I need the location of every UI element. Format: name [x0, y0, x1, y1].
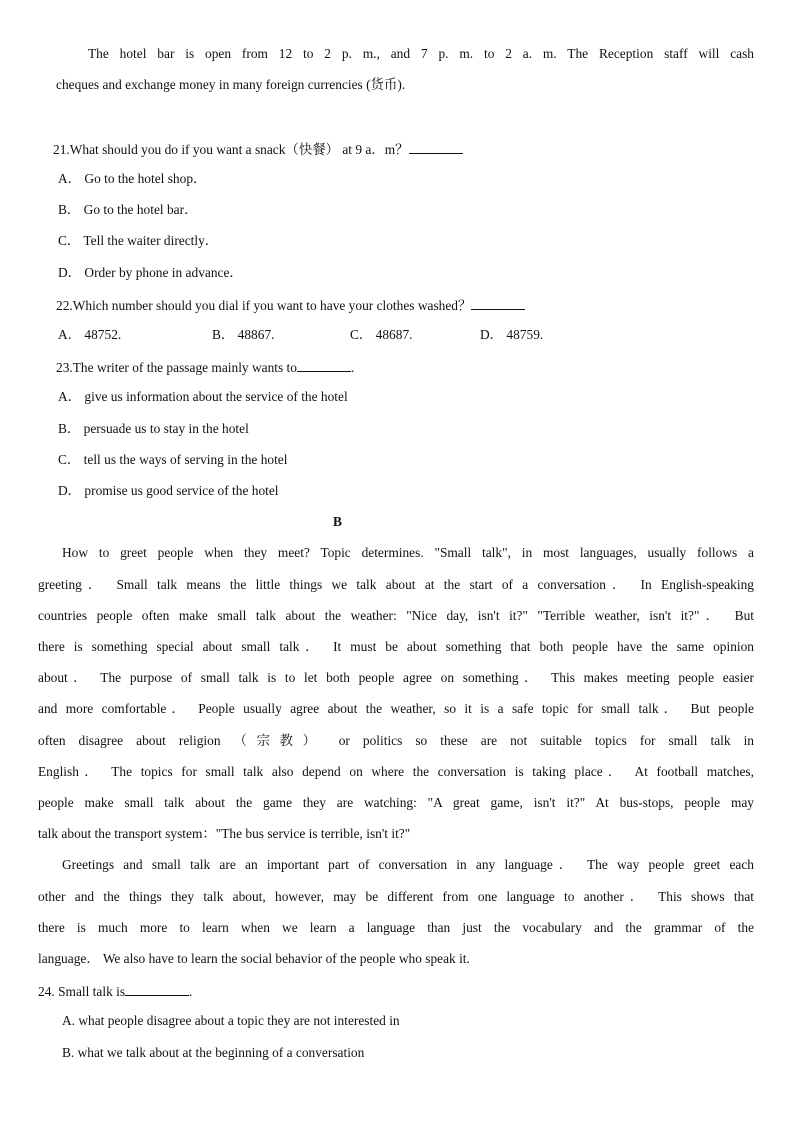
answer-blank	[471, 297, 525, 310]
question-24-stem-end: .	[189, 984, 193, 999]
q21-option-a: A． Go to the hotel shop．	[58, 171, 207, 186]
question-22	[56, 297, 525, 312]
q21-option-b: B． Go to the hotel bar．	[58, 202, 198, 217]
para2-line: there is much more to learn when we learn a language than just the vocabulary and the grammar of the	[38, 920, 754, 935]
para1-line: talk about the transport system："The bus service is terrible, isn't it?"	[38, 826, 411, 841]
q23-option-a: A． give us information about the service of the hotel	[58, 389, 348, 404]
q21-option-c: C． Tell the waiter directly．	[58, 233, 219, 248]
answer-blank	[125, 983, 189, 996]
para2-line: Greetings and small talk are an important part of conversation in any language． The way people greet each	[62, 857, 754, 872]
answer-blank	[409, 141, 463, 154]
question-24-stem: 24. Small talk is	[38, 984, 126, 999]
para1-line: greeting． Small talk means the little things we talk about at the start of a conversation． In English-speaking	[38, 577, 754, 592]
q24-option-b: B. what we talk about at the beginning of a conversation	[62, 1045, 365, 1060]
question-21	[53, 141, 463, 156]
question-23-stem: 23.The writer of the passage mainly wants to	[56, 360, 297, 375]
para1-line: countries people often make small talk about the weather: "Nice day, isn't it?" "Terrible weather, isn't it?"． But	[38, 608, 754, 623]
q21-option-d: D． Order by phone in advance．	[58, 265, 243, 280]
intro-line-2: cheques and exchange money in many foreign currencies (货币).	[56, 77, 406, 92]
para1-line: and more comfortable． People usually agree about the weather, so it is a safe topic for small talk． But people	[38, 701, 754, 716]
para1-line: English． The topics for small talk also depend on where the conversation is taking place． At football matches,	[38, 764, 754, 779]
para1-line: there is something special about small talk． It must be about something that both people have the same opinion	[38, 639, 754, 654]
question-23	[56, 359, 354, 374]
question-22-stem: 22.Which number should you dial if you want to have your clothes washed？	[56, 298, 472, 313]
question-24	[38, 983, 192, 998]
q23-option-b: B． persuade us to stay in the hotel	[58, 421, 249, 436]
q22-option-b: B． 48867.	[212, 327, 275, 342]
q22-option-c: C． 48687.	[350, 327, 413, 342]
para1-line: people make small talk about the game they are watching: "A great game, isn't it?" At bus-stops, people may	[38, 795, 754, 810]
q22-option-a: A． 48752.	[58, 327, 122, 342]
para2-line: other and the things they talk about, however, may be different from one language to another． This shows that	[38, 889, 754, 904]
intro-line-1: The hotel bar is open from 12 to 2 p. m., and 7 p. m. to 2 a. m. The Reception staff will cash	[88, 46, 754, 61]
q23-option-c: C． tell us the ways of serving in the hotel	[58, 452, 288, 467]
para1-line: about． The purpose of small talk is to let both people agree on something． This makes meeting people easier	[38, 670, 754, 685]
answer-blank	[297, 359, 351, 372]
q22-option-d: D． 48759.	[480, 327, 544, 342]
para2-line: language． We also have to learn the social behavior of the people who speak it.	[38, 951, 470, 966]
section-b-heading: B	[333, 514, 342, 529]
question-21-stem: 21.What should you do if you want a snack（快餐） at 9 a．m？	[53, 142, 409, 157]
para1-line: often disagree about religion （宗教） or politics so these are not suitable topics for small talk in	[38, 733, 754, 748]
q24-option-a: A. what people disagree about a topic they are not interested in	[62, 1013, 400, 1028]
question-23-stem-end: .	[350, 360, 355, 375]
q23-option-d: D． promise us good service of the hotel	[58, 483, 279, 498]
para1-line: How to greet people when they meet? Topic determines. "Small talk", in most languages, usually follows a	[62, 545, 754, 560]
